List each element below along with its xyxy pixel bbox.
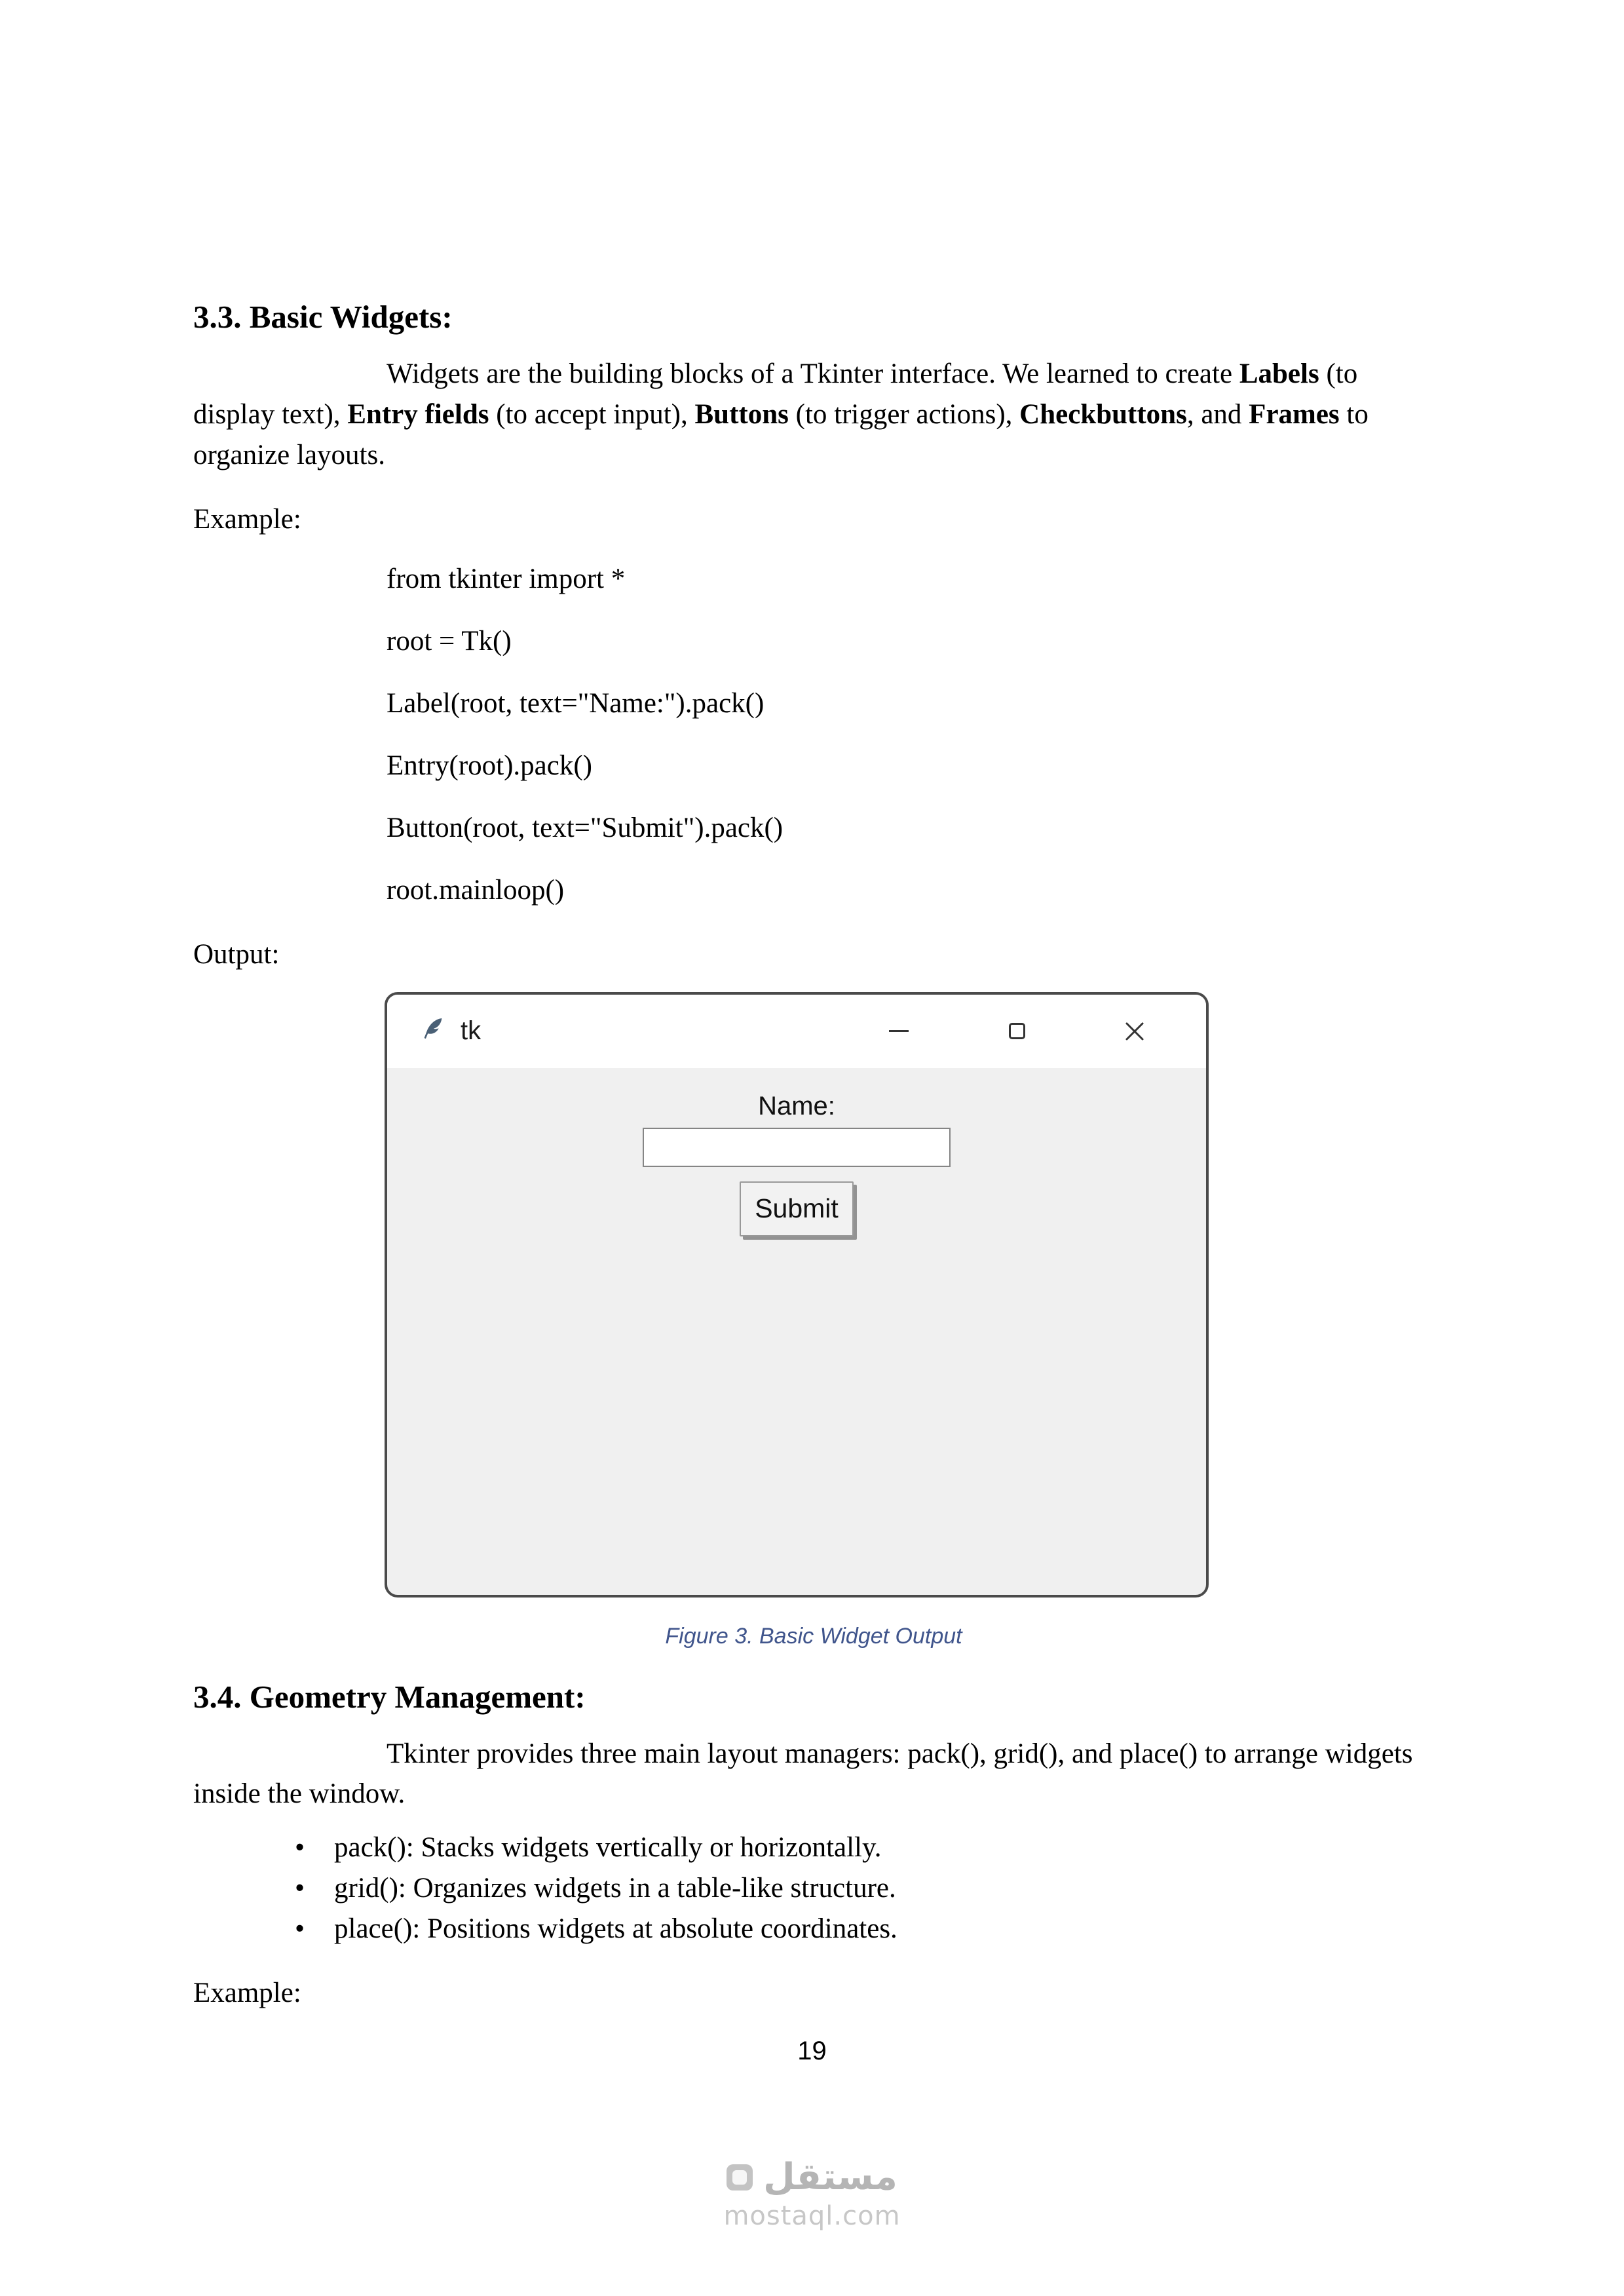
para-bold-entry-fields: Entry fields [347, 398, 489, 430]
tk-window-client-area [387, 1068, 1206, 1598]
watermark-brand-text: مستقل [763, 2156, 897, 2198]
watermark-brand-row [727, 2156, 897, 2198]
list-item-pack: • pack(): Stacks widgets vertically or horizontally. [193, 1827, 1434, 1868]
para-bold-buttons: Buttons [694, 398, 789, 430]
code-line: Entry(root).pack() [387, 750, 592, 782]
watermark [0, 2156, 1624, 2231]
tk-window-titlebar [387, 995, 1206, 1068]
para-text-run: , and [1186, 398, 1249, 430]
para-bold-frames: Frames [1249, 398, 1340, 430]
output-label: Output: [193, 938, 280, 970]
code-line: Button(root, text="Submit").pack() [387, 813, 784, 844]
page-number: 19 [797, 2037, 827, 2065]
para-text-run: (to display text), [193, 358, 1358, 430]
watermark-domain: mostaql.com [723, 2201, 901, 2231]
para-bold-labels: Labels [1239, 358, 1319, 389]
window-title: tk [461, 1016, 482, 1046]
example-label-1: Example: [193, 503, 301, 535]
code-line: from tkinter import * [387, 564, 626, 595]
section-3-3-heading: 3.3. Basic Widgets: [193, 299, 453, 335]
tk-name-label: Name: [758, 1091, 835, 1120]
figure-caption: Figure 3. Basic Widget Output [665, 1623, 962, 1649]
maximize-icon[interactable] [1006, 1020, 1028, 1043]
figure-basic-widget-output [193, 992, 1434, 1649]
para-text-run: (to accept input), [489, 398, 695, 430]
tk-feather-icon [419, 1016, 446, 1046]
code-line: Label(root, text="Name:").pack() [387, 688, 765, 719]
para-text-run: to organize layouts. [193, 398, 1369, 470]
close-icon[interactable] [1124, 1020, 1146, 1043]
para-bold-checkbuttons: Checkbuttons [1019, 398, 1187, 430]
submit-button[interactable]: Submit [740, 1181, 854, 1236]
geometry-paragraph: Tkinter provides three main layout managers: pack(), grid(), and place() to arrange widgets inside the window. [193, 1738, 1413, 1810]
minimize-icon[interactable] [888, 1020, 910, 1043]
list-item-place: • place(): Positions widgets at absolute coordinates. [193, 1909, 1434, 1949]
mostaql-logo-icon [727, 2164, 753, 2191]
para-text-run: (to trigger actions), [788, 398, 1020, 430]
code-block [387, 559, 1434, 910]
layout-managers-list [193, 1827, 1434, 1949]
window-controls [888, 1020, 1206, 1043]
code-line: root = Tk() [387, 626, 512, 657]
tk-entry-field[interactable] [643, 1128, 951, 1167]
example-label-2: Example: [193, 1978, 301, 2009]
tk-window-screenshot [385, 992, 1209, 1598]
para-text-run: Widgets are the building blocks of a Tkinter interface. We learned to create [387, 358, 1239, 389]
list-item-grid: • grid(): Organizes widgets in a table-like structure. [193, 1868, 1434, 1909]
code-line: root.mainloop() [387, 874, 565, 906]
basic-widgets-paragraph [193, 354, 1434, 476]
section-3-4-heading: 3.4. Geometry Management: [193, 1678, 586, 1715]
